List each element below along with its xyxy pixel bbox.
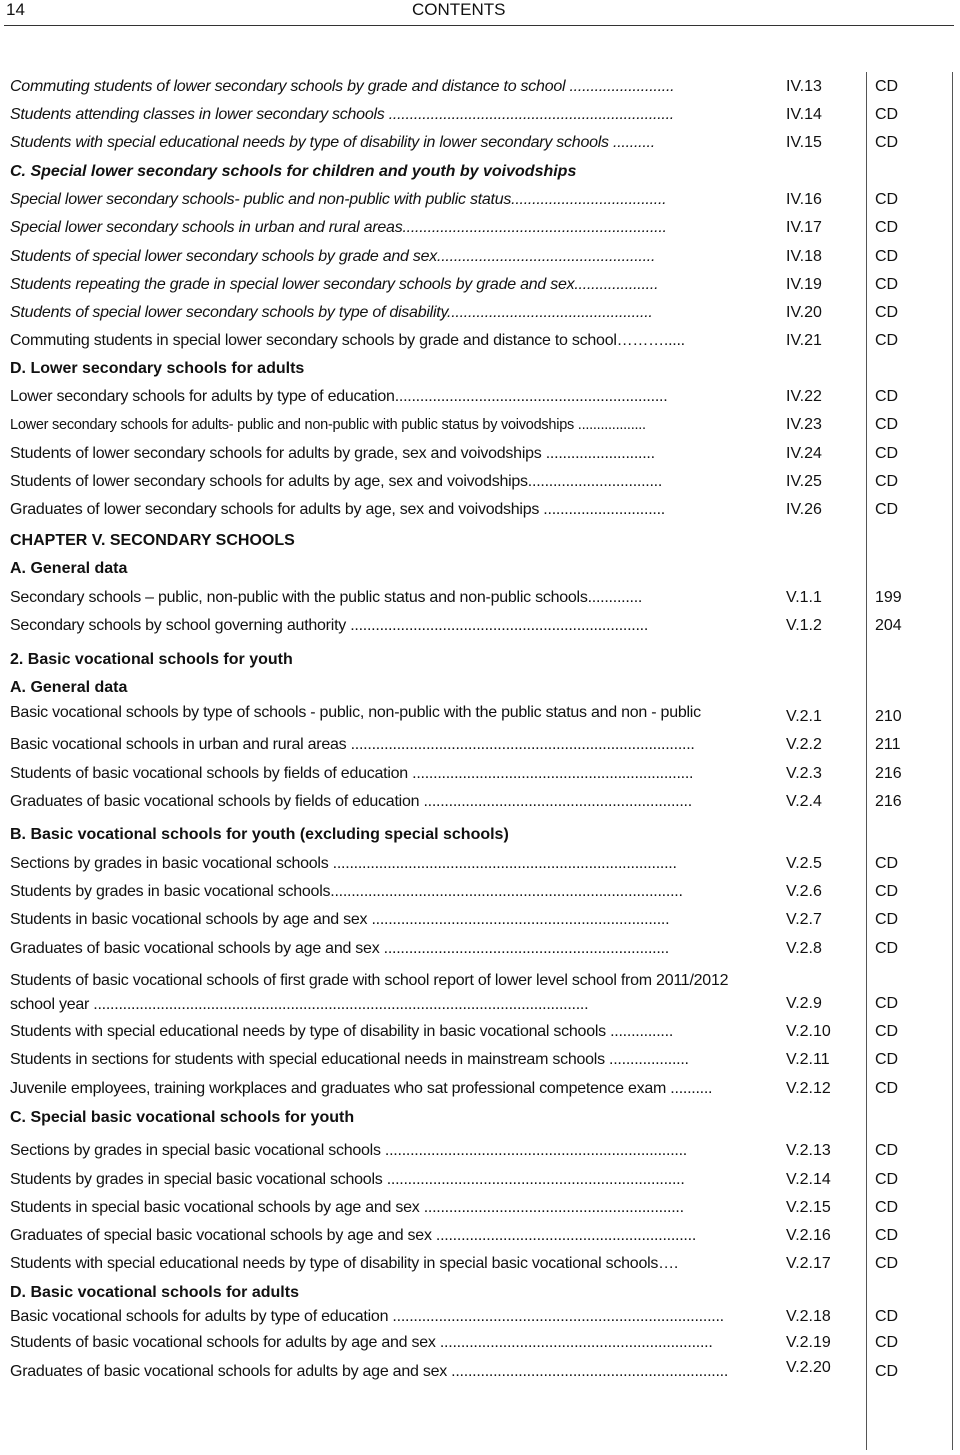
toc-entry-title: Students in basic vocational schools by age and sex ....................................................................... <box>10 911 670 928</box>
toc-entry-page: CD <box>875 1080 899 1097</box>
toc-entry[interactable] <box>0 247 960 271</box>
toc-entry[interactable] <box>0 1079 960 1103</box>
toc-entry-page: CD <box>875 78 899 95</box>
toc-entry-page: CD <box>875 473 899 490</box>
toc-entry-title: Sections by grades in basic vocational schools .................................................................................. <box>10 855 677 872</box>
toc-entry-page: CD <box>875 1255 899 1272</box>
toc-entry-title: Secondary schools by school governing authority ....................................................................... <box>10 617 649 634</box>
toc-entry-title: Students with special educational needs by type of disability in lower secondary schools .......... <box>10 134 655 151</box>
toc-entry-page: CD <box>875 940 899 957</box>
toc-entry-title: Students of basic vocational schools of first grade with school report of lower level school from 2011/2012 school year ...................................................................................................................... <box>10 972 729 1013</box>
toc-entry-code: V.2.10 <box>786 1023 831 1040</box>
toc-entry-code: V.2.14 <box>786 1171 831 1188</box>
toc-entry-code: V.1.2 <box>786 617 822 634</box>
toc-entry[interactable] <box>0 1254 960 1278</box>
toc-entry-page: CD <box>875 855 899 872</box>
toc-entry[interactable] <box>0 133 960 157</box>
toc-entry[interactable] <box>0 764 960 788</box>
toc-entry-title: Graduates of basic vocational schools by fields of education ................................................................ <box>10 793 692 810</box>
toc-entry-code: V.2.8 <box>786 940 822 957</box>
toc-entry[interactable] <box>0 105 960 129</box>
toc-entry-title: Students in special basic vocational schools by age and sex .............................................................. <box>10 1199 684 1216</box>
toc-entry[interactable] <box>0 190 960 214</box>
toc-entry[interactable] <box>0 588 960 612</box>
toc-entry-page: CD <box>875 883 899 900</box>
toc-entry-title: Commuting students in special lower secondary schools by grade and distance to school………..... <box>10 332 685 349</box>
section-heading: B. Basic vocational schools for youth (excluding special schools) <box>10 826 509 843</box>
toc-entry-code: V.2.15 <box>786 1199 831 1216</box>
toc-entry-title: Lower secondary schools for adults by type of education................................................................. <box>10 388 668 405</box>
toc-entry[interactable] <box>0 331 960 355</box>
toc-entry-page: CD <box>875 1363 899 1380</box>
toc-entry-code: IV.25 <box>786 473 822 490</box>
toc-entry-title: Special lower secondary schools in urban and rural areas............................................................... <box>10 219 667 236</box>
toc-entry-title: Students repeating the grade in special lower secondary schools by grade and sex.................... <box>10 276 659 293</box>
page-number: 14 <box>6 0 25 19</box>
toc-entry[interactable] <box>0 1141 960 1165</box>
section-heading: C. Special lower secondary schools for children and youth by voivodships <box>10 163 577 180</box>
section-heading: 2. Basic vocational schools for youth <box>10 651 293 668</box>
toc-entry[interactable] <box>0 444 960 468</box>
toc-entry[interactable] <box>0 275 960 299</box>
toc-entry-title: Basic vocational schools by type of schools - public, non-public with the public status and non - public <box>10 704 701 721</box>
toc-entry-code: V.1.1 <box>786 589 822 606</box>
toc-entry-page: CD <box>875 332 899 349</box>
toc-entry-page: 211 <box>875 736 901 753</box>
toc-entry-code: IV.16 <box>786 191 822 208</box>
toc-entry-page: CD <box>875 276 899 293</box>
toc-entry[interactable] <box>0 1226 960 1250</box>
toc-entry-page: 210 <box>875 708 902 725</box>
toc-entry-page: CD <box>875 1142 899 1159</box>
section-heading: A. General data <box>10 679 128 696</box>
toc-entry-page: 199 <box>875 589 902 606</box>
toc-entry-code: V.2.7 <box>786 911 822 928</box>
toc-entry[interactable] <box>0 939 960 963</box>
toc-entry-page: CD <box>875 501 899 518</box>
toc-entry-title: Basic vocational schools for adults by type of education ............................................................................... <box>10 1308 724 1325</box>
toc-entry-page: CD <box>875 1171 899 1188</box>
toc-entry-code: V.2.12 <box>786 1080 831 1097</box>
toc-entry-title: Graduates of lower secondary schools for adults by age, sex and voivodships ............................. <box>10 501 665 518</box>
toc-entry[interactable] <box>0 472 960 496</box>
toc-entry-code: V.2.20 <box>786 1359 831 1376</box>
toc-entry-title: Students of basic vocational schools for adults by age and sex ................................................................. <box>10 1334 713 1351</box>
toc-entry-code: V.2.1 <box>786 708 822 725</box>
toc-entry-page: CD <box>875 1051 899 1068</box>
toc-entry-page: CD <box>875 445 899 462</box>
toc-entry-code: IV.14 <box>786 106 822 123</box>
toc-entry[interactable] <box>0 969 960 1021</box>
toc-entry-title: Students by grades in basic vocational schools.................................................................................... <box>10 883 683 900</box>
toc-entry[interactable] <box>0 910 960 934</box>
toc-entry[interactable] <box>0 703 960 727</box>
toc-entry-title: Students of lower secondary schools for adults by age, sex and voivodships................................ <box>10 473 663 490</box>
toc-entry-code: IV.13 <box>786 78 822 95</box>
toc-entry-title: Graduates of basic vocational schools by age and sex .................................................................... <box>10 940 669 957</box>
toc-entry-title: Secondary schools – public, non-public with the public status and non-public schools............. <box>10 589 643 606</box>
page-title: CONTENTS <box>412 0 506 19</box>
toc-entry-title: Students of special lower secondary schools by grade and sex.................................................... <box>10 248 656 265</box>
toc-entry-title: Students by grades in special basic vocational schools ....................................................................... <box>10 1171 685 1188</box>
toc-entry-page: CD <box>875 416 899 433</box>
toc-entry-code: V.2.2 <box>786 736 822 753</box>
toc-entry[interactable] <box>0 1022 960 1046</box>
toc-entry-title: Basic vocational schools in urban and rural areas .................................................................................. <box>10 736 695 753</box>
toc-entry-page: 216 <box>875 793 902 810</box>
toc-entry-page: CD <box>875 388 899 405</box>
toc-entry-page: CD <box>875 134 899 151</box>
section-heading: A. General data <box>10 560 128 577</box>
toc-entry-title: Commuting students of lower secondary schools by grade and distance to school ......................... <box>10 78 675 95</box>
toc-entry[interactable] <box>0 854 960 878</box>
toc-entry-page: CD <box>875 248 899 265</box>
toc-entry-code: IV.19 <box>786 276 822 293</box>
toc-entry-title: Students with special educational needs by type of disability in special basic vocational schools…. <box>10 1255 679 1272</box>
toc-entry-page: 216 <box>875 765 902 782</box>
toc-entry[interactable] <box>0 1050 960 1074</box>
toc-entry[interactable] <box>0 735 960 759</box>
toc-entry[interactable] <box>0 1198 960 1222</box>
toc-entry-code: V.2.17 <box>786 1255 831 1272</box>
toc-entry-title: Graduates of special basic vocational schools by age and sex .............................................................. <box>10 1227 697 1244</box>
section-heading: D. Lower secondary schools for adults <box>10 360 305 377</box>
toc-entry-title: Students of lower secondary schools for adults by grade, sex and voivodships .......................... <box>10 445 655 462</box>
toc-entry[interactable] <box>0 616 960 640</box>
toc-entry-title: Students of basic vocational schools by fields of education ................................................................... <box>10 765 694 782</box>
toc-entry-page: CD <box>875 1227 899 1244</box>
toc-entry-page: 204 <box>875 617 902 634</box>
toc-entry-page: CD <box>875 995 899 1012</box>
toc-entry-title: Lower secondary schools for adults- public and non-public with public status by voivodships .................. <box>10 417 646 433</box>
toc-entry-code: V.2.13 <box>786 1142 831 1159</box>
toc-entry-title: Students with special educational needs by type of disability in basic vocational schools ............... <box>10 1023 674 1040</box>
toc-entry-page: CD <box>875 1334 899 1351</box>
toc-entry[interactable] <box>0 792 960 816</box>
toc-entry-page: CD <box>875 911 899 928</box>
toc-entry-code: V.2.4 <box>786 793 822 810</box>
toc-entry-page: CD <box>875 191 899 208</box>
section-heading: D. Basic vocational schools for adults <box>10 1284 299 1301</box>
toc-entry-title: Juvenile employees, training workplaces and graduates who sat professional competence exam .......... <box>10 1080 713 1097</box>
chapter-heading: CHAPTER V. SECONDARY SCHOOLS <box>10 532 295 549</box>
toc-entry-code: IV.24 <box>786 445 822 462</box>
toc-entry[interactable] <box>0 1333 960 1357</box>
toc-entry-code: IV.20 <box>786 304 822 321</box>
toc-entry-title: Students in sections for students with special educational needs in mainstream schools ................... <box>10 1051 689 1068</box>
toc-entry-code: IV.23 <box>786 416 822 433</box>
toc-entry-page: CD <box>875 1023 899 1040</box>
section-heading: C. Special basic vocational schools for youth <box>10 1109 355 1126</box>
toc-entry[interactable] <box>0 1307 960 1331</box>
toc-entry[interactable] <box>0 77 960 101</box>
toc-entry-title: Graduates of basic vocational schools for adults by age and sex .................................................................. <box>10 1363 729 1380</box>
toc-entry[interactable] <box>0 1358 960 1382</box>
toc-entry[interactable] <box>0 500 960 524</box>
toc-entry-title: Students of special lower secondary schools by type of disability................................................. <box>10 304 653 321</box>
toc-entry-page: CD <box>875 304 899 321</box>
toc-entry-code: IV.22 <box>786 388 822 405</box>
toc-entry[interactable] <box>0 387 960 411</box>
toc-entry-code: IV.21 <box>786 332 822 349</box>
toc-entry-code: V.2.19 <box>786 1334 831 1351</box>
toc-entry-code: V.2.3 <box>786 765 822 782</box>
toc-entry-code: V.2.11 <box>786 1051 830 1068</box>
toc-entry-page: CD <box>875 1199 899 1216</box>
toc-entry-code: IV.18 <box>786 248 822 265</box>
toc-entry-page: CD <box>875 1308 899 1325</box>
toc-entry-title: Sections by grades in special basic vocational schools ........................................................................ <box>10 1142 687 1159</box>
toc-entry-code: IV.26 <box>786 501 822 518</box>
toc-entry-code: IV.17 <box>786 219 822 236</box>
toc-entry-code: V.2.6 <box>786 883 822 900</box>
toc-entry-title: Students attending classes in lower secondary schools .................................................................... <box>10 106 674 123</box>
toc-entry[interactable] <box>0 218 960 242</box>
toc-entry[interactable] <box>0 303 960 327</box>
toc-entry-code: IV.15 <box>786 134 822 151</box>
toc-entry-code: V.2.5 <box>786 855 822 872</box>
toc-entry[interactable] <box>0 882 960 906</box>
toc-entry[interactable] <box>0 415 960 439</box>
toc-entry-page: CD <box>875 106 899 123</box>
toc-entry-code: V.2.18 <box>786 1308 831 1325</box>
toc-entry[interactable] <box>0 1170 960 1194</box>
toc-entry-title: Special lower secondary schools- public and non-public with public status..................................... <box>10 191 667 208</box>
toc-entry-page: CD <box>875 219 899 236</box>
toc-entry-code: V.2.16 <box>786 1227 831 1244</box>
toc-entry-code: V.2.9 <box>786 995 822 1012</box>
